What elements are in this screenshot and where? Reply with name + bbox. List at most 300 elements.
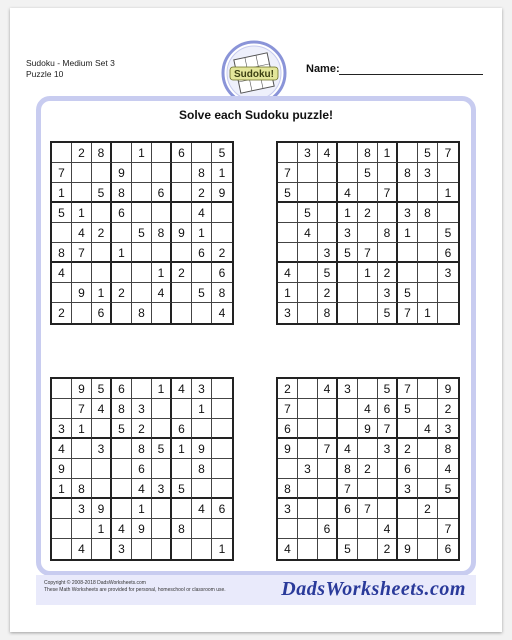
sudoku-cell[interactable]: 7 (358, 499, 378, 519)
sudoku-cell[interactable]: 4 (152, 283, 172, 303)
sudoku-cell[interactable] (298, 303, 318, 323)
sudoku-cell[interactable]: 1 (338, 203, 358, 223)
sudoku-cell[interactable]: 3 (418, 163, 438, 183)
sudoku-cell[interactable] (438, 283, 458, 303)
sudoku-cell[interactable]: 7 (438, 519, 458, 539)
sudoku-cell[interactable]: 8 (92, 143, 112, 163)
sudoku-cell[interactable] (438, 163, 458, 183)
sudoku-cell[interactable] (318, 163, 338, 183)
sudoku-cell[interactable] (152, 499, 172, 519)
sudoku-cell[interactable] (298, 419, 318, 439)
sudoku-cell[interactable]: 2 (112, 283, 132, 303)
sudoku-cell[interactable] (192, 263, 212, 283)
sudoku-cell[interactable]: 8 (172, 519, 192, 539)
sudoku-cell[interactable] (398, 519, 418, 539)
sudoku-cell[interactable] (378, 479, 398, 499)
sudoku-cell[interactable] (152, 419, 172, 439)
sudoku-cell[interactable]: 2 (192, 183, 212, 203)
sudoku-cell[interactable] (298, 519, 318, 539)
sudoku-cell[interactable] (52, 539, 72, 559)
sudoku-cell[interactable]: 6 (398, 459, 418, 479)
sudoku-cell[interactable] (418, 283, 438, 303)
sudoku-cell[interactable]: 5 (298, 203, 318, 223)
sudoku-cell[interactable]: 1 (72, 419, 92, 439)
sudoku-cell[interactable] (92, 263, 112, 283)
sudoku-cell[interactable] (318, 203, 338, 223)
sudoku-cell[interactable]: 5 (92, 183, 112, 203)
sudoku-cell[interactable] (132, 539, 152, 559)
sudoku-cell[interactable] (298, 283, 318, 303)
sudoku-cell[interactable] (298, 479, 318, 499)
sudoku-cell[interactable]: 7 (72, 399, 92, 419)
sudoku-cell[interactable] (172, 243, 192, 263)
sudoku-cell[interactable]: 2 (358, 203, 378, 223)
sudoku-cell[interactable]: 5 (358, 163, 378, 183)
sudoku-cell[interactable] (172, 283, 192, 303)
sudoku-cell[interactable] (212, 519, 232, 539)
sudoku-cell[interactable]: 9 (438, 379, 458, 399)
sudoku-cell[interactable] (418, 183, 438, 203)
sudoku-cell[interactable] (212, 379, 232, 399)
sudoku-cell[interactable]: 1 (52, 479, 72, 499)
sudoku-cell[interactable]: 4 (52, 439, 72, 459)
sudoku-cell[interactable]: 8 (358, 143, 378, 163)
sudoku-cell[interactable] (212, 439, 232, 459)
sudoku-cell[interactable]: 1 (152, 263, 172, 283)
sudoku-cell[interactable]: 8 (192, 459, 212, 479)
sudoku-cell[interactable] (358, 519, 378, 539)
sudoku-cell[interactable] (112, 303, 132, 323)
sudoku-cell[interactable]: 7 (278, 399, 298, 419)
sudoku-cell[interactable] (358, 183, 378, 203)
sudoku-cell[interactable]: 4 (192, 203, 212, 223)
sudoku-cell[interactable]: 4 (172, 379, 192, 399)
sudoku-cell[interactable] (418, 519, 438, 539)
sudoku-cell[interactable]: 4 (438, 459, 458, 479)
sudoku-cell[interactable] (112, 143, 132, 163)
sudoku-cell[interactable] (338, 163, 358, 183)
sudoku-cell[interactable] (172, 399, 192, 419)
sudoku-cell[interactable] (418, 439, 438, 459)
sudoku-cell[interactable]: 6 (278, 419, 298, 439)
sudoku-cell[interactable] (418, 479, 438, 499)
sudoku-cell[interactable] (52, 143, 72, 163)
sudoku-cell[interactable]: 3 (152, 479, 172, 499)
sudoku-cell[interactable]: 2 (278, 379, 298, 399)
sudoku-cell[interactable] (398, 263, 418, 283)
sudoku-cell[interactable]: 8 (418, 203, 438, 223)
sudoku-cell[interactable]: 4 (338, 439, 358, 459)
sudoku-cell[interactable]: 5 (192, 283, 212, 303)
sudoku-cell[interactable]: 4 (298, 223, 318, 243)
sudoku-cell[interactable]: 3 (92, 439, 112, 459)
sudoku-cell[interactable]: 1 (358, 263, 378, 283)
sudoku-cell[interactable]: 5 (152, 439, 172, 459)
sudoku-cell[interactable]: 2 (172, 263, 192, 283)
sudoku-cell[interactable]: 4 (72, 223, 92, 243)
sudoku-cell[interactable]: 8 (212, 283, 232, 303)
sudoku-cell[interactable] (72, 263, 92, 283)
sudoku-cell[interactable] (278, 519, 298, 539)
sudoku-cell[interactable]: 1 (92, 519, 112, 539)
sudoku-cell[interactable] (192, 539, 212, 559)
sudoku-cell[interactable]: 5 (378, 303, 398, 323)
sudoku-cell[interactable] (132, 163, 152, 183)
sudoku-cell[interactable] (318, 539, 338, 559)
sudoku-cell[interactable] (192, 419, 212, 439)
sudoku-cell[interactable] (338, 303, 358, 323)
sudoku-cell[interactable] (52, 519, 72, 539)
sudoku-cell[interactable]: 3 (278, 499, 298, 519)
sudoku-cell[interactable]: 3 (378, 439, 398, 459)
sudoku-cell[interactable]: 6 (172, 143, 192, 163)
sudoku-cell[interactable]: 6 (152, 183, 172, 203)
sudoku-cell[interactable] (398, 243, 418, 263)
sudoku-cell[interactable]: 3 (72, 499, 92, 519)
sudoku-cell[interactable] (212, 479, 232, 499)
sudoku-cell[interactable] (172, 183, 192, 203)
sudoku-cell[interactable]: 8 (152, 223, 172, 243)
sudoku-cell[interactable]: 4 (418, 419, 438, 439)
sudoku-cell[interactable]: 4 (52, 263, 72, 283)
sudoku-cell[interactable] (318, 223, 338, 243)
sudoku-cell[interactable]: 7 (278, 163, 298, 183)
sudoku-cell[interactable]: 1 (398, 223, 418, 243)
sudoku-cell[interactable] (298, 163, 318, 183)
sudoku-cell[interactable] (112, 223, 132, 243)
sudoku-cell[interactable]: 5 (132, 223, 152, 243)
sudoku-cell[interactable]: 6 (318, 519, 338, 539)
sudoku-cell[interactable] (112, 263, 132, 283)
sudoku-cell[interactable] (278, 223, 298, 243)
sudoku-cell[interactable] (112, 499, 132, 519)
sudoku-cell[interactable]: 8 (72, 479, 92, 499)
sudoku-cell[interactable]: 7 (398, 303, 418, 323)
sudoku-cell[interactable]: 9 (172, 223, 192, 243)
sudoku-cell[interactable] (152, 243, 172, 263)
sudoku-cell[interactable]: 9 (112, 163, 132, 183)
sudoku-cell[interactable]: 3 (298, 459, 318, 479)
sudoku-cell[interactable] (92, 243, 112, 263)
sudoku-cell[interactable]: 6 (212, 263, 232, 283)
sudoku-cell[interactable]: 5 (92, 379, 112, 399)
sudoku-cell[interactable] (152, 143, 172, 163)
sudoku-cell[interactable]: 5 (338, 243, 358, 263)
sudoku-cell[interactable]: 4 (112, 519, 132, 539)
sudoku-cell[interactable]: 8 (278, 479, 298, 499)
sudoku-cell[interactable]: 2 (418, 499, 438, 519)
sudoku-cell[interactable]: 6 (438, 243, 458, 263)
sudoku-cell[interactable]: 8 (112, 399, 132, 419)
sudoku-cell[interactable]: 7 (338, 479, 358, 499)
sudoku-cell[interactable] (278, 459, 298, 479)
sudoku-cell[interactable] (152, 519, 172, 539)
sudoku-cell[interactable] (358, 303, 378, 323)
sudoku-cell[interactable]: 7 (52, 163, 72, 183)
sudoku-cell[interactable]: 3 (278, 303, 298, 323)
sudoku-cell[interactable] (298, 539, 318, 559)
sudoku-cell[interactable]: 4 (358, 399, 378, 419)
sudoku-cell[interactable]: 6 (92, 303, 112, 323)
sudoku-cell[interactable] (338, 419, 358, 439)
sudoku-cell[interactable] (338, 519, 358, 539)
sudoku-cell[interactable] (418, 223, 438, 243)
sudoku-cell[interactable] (152, 399, 172, 419)
sudoku-cell[interactable]: 8 (438, 439, 458, 459)
sudoku-cell[interactable] (92, 163, 112, 183)
sudoku-cell[interactable]: 1 (192, 399, 212, 419)
sudoku-cell[interactable]: 8 (112, 183, 132, 203)
sudoku-cell[interactable]: 3 (338, 379, 358, 399)
sudoku-cell[interactable]: 9 (398, 539, 418, 559)
sudoku-cell[interactable]: 1 (72, 203, 92, 223)
sudoku-cell[interactable]: 1 (132, 499, 152, 519)
sudoku-cell[interactable] (172, 539, 192, 559)
sudoku-cell[interactable] (152, 459, 172, 479)
sudoku-cell[interactable]: 7 (318, 439, 338, 459)
sudoku-cell[interactable]: 8 (318, 303, 338, 323)
sudoku-cell[interactable]: 7 (398, 379, 418, 399)
sudoku-cell[interactable]: 3 (298, 143, 318, 163)
sudoku-cell[interactable] (92, 479, 112, 499)
sudoku-cell[interactable]: 7 (378, 419, 398, 439)
sudoku-cell[interactable]: 5 (318, 263, 338, 283)
sudoku-cell[interactable]: 2 (52, 303, 72, 323)
sudoku-cell[interactable] (358, 439, 378, 459)
sudoku-cell[interactable] (278, 203, 298, 223)
sudoku-cell[interactable] (298, 399, 318, 419)
sudoku-cell[interactable]: 4 (218, 306, 226, 320)
sudoku-cell[interactable]: 4 (318, 143, 338, 163)
sudoku-cell[interactable] (298, 263, 318, 283)
sudoku-cell[interactable]: 8 (132, 303, 152, 323)
sudoku-cell[interactable]: 6 (112, 203, 132, 223)
sudoku-cell[interactable] (318, 499, 338, 519)
sudoku-cell[interactable] (398, 183, 418, 203)
sudoku-cell[interactable] (278, 243, 298, 263)
sudoku-cell[interactable] (418, 399, 438, 419)
sudoku-cell[interactable]: 3 (318, 243, 338, 263)
sudoku-cell[interactable] (278, 143, 298, 163)
sudoku-cell[interactable]: 5 (438, 479, 458, 499)
sudoku-cell[interactable]: 8 (378, 223, 398, 243)
sudoku-cell[interactable] (358, 479, 378, 499)
sudoku-cell[interactable] (132, 379, 152, 399)
sudoku-cell[interactable] (298, 379, 318, 399)
sudoku-cell[interactable] (132, 243, 152, 263)
sudoku-cell[interactable]: 5 (112, 419, 132, 439)
sudoku-cell[interactable]: 1 (172, 439, 192, 459)
sudoku-cell[interactable]: 5 (398, 399, 418, 419)
sudoku-cell[interactable]: 1 (192, 223, 212, 243)
sudoku-cell[interactable] (378, 203, 398, 223)
sudoku-cell[interactable] (132, 283, 152, 303)
sudoku-cell[interactable] (418, 459, 438, 479)
sudoku-cell[interactable]: 2 (212, 243, 232, 263)
sudoku-cell[interactable]: 8 (192, 163, 212, 183)
sudoku-cell[interactable]: 8 (398, 163, 418, 183)
sudoku-cell[interactable]: 5 (338, 539, 358, 559)
sudoku-cell[interactable] (72, 519, 92, 539)
sudoku-cell[interactable] (358, 379, 378, 399)
sudoku-cell[interactable]: 1 (378, 143, 398, 163)
sudoku-cell[interactable] (152, 203, 172, 223)
sudoku-cell[interactable] (132, 183, 152, 203)
sudoku-cell[interactable]: 3 (132, 399, 152, 419)
sudoku-cell[interactable] (52, 283, 72, 303)
sudoku-cell[interactable] (112, 459, 132, 479)
sudoku-cell[interactable] (212, 399, 232, 419)
sudoku-cell[interactable] (192, 303, 212, 323)
sudoku-cell[interactable] (172, 499, 192, 519)
sudoku-cell[interactable] (92, 539, 112, 559)
sudoku-cell[interactable]: 2 (378, 263, 398, 283)
sudoku-cell[interactable] (72, 303, 92, 323)
sudoku-cell[interactable]: 6 (444, 542, 452, 556)
sudoku-cell[interactable]: 6 (378, 399, 398, 419)
sudoku-cell[interactable]: 2 (132, 419, 152, 439)
sudoku-cell[interactable] (318, 479, 338, 499)
sudoku-cell[interactable] (378, 163, 398, 183)
sudoku-cell[interactable]: 5 (278, 183, 298, 203)
sudoku-cell[interactable]: 9 (192, 439, 212, 459)
sudoku-cell[interactable] (72, 439, 92, 459)
sudoku-cell[interactable]: 4 (278, 539, 298, 559)
sudoku-cell[interactable]: 1 (418, 303, 438, 323)
sudoku-cell[interactable]: 1 (92, 283, 112, 303)
sudoku-cell[interactable]: 6 (192, 243, 212, 263)
sudoku-cell[interactable] (358, 223, 378, 243)
sudoku-cell[interactable]: 2 (318, 283, 338, 303)
sudoku-cell[interactable] (112, 479, 132, 499)
sudoku-cell[interactable]: 4 (278, 263, 298, 283)
sudoku-cell[interactable] (212, 203, 232, 223)
sudoku-cell[interactable]: 3 (112, 539, 132, 559)
sudoku-cell[interactable] (152, 303, 172, 323)
sudoku-cell[interactable]: 4 (72, 539, 92, 559)
sudoku-cell[interactable]: 5 (438, 223, 458, 243)
sudoku-cell[interactable]: 3 (398, 479, 418, 499)
sudoku-cell[interactable]: 2 (398, 439, 418, 459)
sudoku-cell[interactable]: 9 (132, 519, 152, 539)
sudoku-cell[interactable] (132, 203, 152, 223)
sudoku-cell[interactable]: 1 (132, 143, 152, 163)
sudoku-cell[interactable]: 1 (438, 183, 458, 203)
sudoku-cell[interactable] (398, 143, 418, 163)
sudoku-cell[interactable]: 4 (192, 499, 212, 519)
sudoku-cell[interactable]: 3 (398, 203, 418, 223)
sudoku-cell[interactable] (92, 203, 112, 223)
sudoku-cell[interactable]: 6 (112, 379, 132, 399)
sudoku-cell[interactable]: 6 (338, 499, 358, 519)
sudoku-cell[interactable] (338, 283, 358, 303)
sudoku-cell[interactable] (212, 223, 232, 243)
sudoku-cell[interactable] (52, 379, 72, 399)
sudoku-cell[interactable]: 5 (378, 379, 398, 399)
sudoku-cell[interactable]: 2 (378, 539, 398, 559)
sudoku-cell[interactable] (192, 519, 212, 539)
sudoku-cell[interactable] (152, 163, 172, 183)
sudoku-cell[interactable]: 7 (378, 183, 398, 203)
sudoku-cell[interactable] (172, 303, 192, 323)
sudoku-cell[interactable] (172, 459, 192, 479)
sudoku-cell[interactable] (318, 459, 338, 479)
sudoku-cell[interactable]: 3 (52, 419, 72, 439)
sudoku-cell[interactable] (298, 243, 318, 263)
sudoku-cell[interactable] (318, 399, 338, 419)
sudoku-cell[interactable]: 5 (418, 143, 438, 163)
sudoku-cell[interactable] (52, 499, 72, 519)
sudoku-cell[interactable]: 9 (72, 379, 92, 399)
sudoku-cell[interactable] (378, 243, 398, 263)
sudoku-cell[interactable] (378, 459, 398, 479)
sudoku-cell[interactable] (52, 223, 72, 243)
sudoku-cell[interactable] (338, 263, 358, 283)
sudoku-cell[interactable] (152, 539, 172, 559)
sudoku-cell[interactable]: 3 (438, 263, 458, 283)
sudoku-cell[interactable] (192, 143, 212, 163)
sudoku-cell[interactable]: 6 (172, 419, 192, 439)
sudoku-cell[interactable] (212, 459, 232, 479)
sudoku-cell[interactable]: 4 (378, 519, 398, 539)
sudoku-cell[interactable]: 3 (378, 283, 398, 303)
sudoku-cell[interactable]: 5 (172, 479, 192, 499)
sudoku-cell[interactable] (72, 459, 92, 479)
sudoku-cell[interactable] (358, 539, 378, 559)
sudoku-cell[interactable] (438, 499, 458, 519)
sudoku-cell[interactable] (318, 183, 338, 203)
sudoku-cell[interactable]: 8 (338, 459, 358, 479)
sudoku-cell[interactable] (418, 243, 438, 263)
sudoku-cell[interactable] (338, 399, 358, 419)
sudoku-cell[interactable]: 3 (338, 223, 358, 243)
sudoku-cell[interactable]: 2 (438, 399, 458, 419)
sudoku-cell[interactable] (338, 143, 358, 163)
sudoku-cell[interactable] (112, 439, 132, 459)
sudoku-cell[interactable]: 2 (358, 459, 378, 479)
sudoku-cell[interactable] (92, 419, 112, 439)
sudoku-cell[interactable]: 9 (358, 419, 378, 439)
sudoku-cell[interactable]: 6 (212, 499, 232, 519)
sudoku-cell[interactable]: 9 (52, 459, 72, 479)
sudoku-cell[interactable] (398, 419, 418, 439)
sudoku-cell[interactable]: 1 (218, 542, 226, 556)
name-input-line[interactable] (339, 74, 483, 75)
sudoku-cell[interactable] (298, 439, 318, 459)
sudoku-cell[interactable]: 4 (132, 479, 152, 499)
sudoku-cell[interactable] (192, 479, 212, 499)
sudoku-cell[interactable] (438, 203, 458, 223)
sudoku-cell[interactable] (298, 183, 318, 203)
sudoku-cell[interactable] (358, 283, 378, 303)
sudoku-cell[interactable]: 3 (438, 419, 458, 439)
sudoku-cell[interactable]: 1 (278, 283, 298, 303)
sudoku-cell[interactable]: 9 (212, 183, 232, 203)
sudoku-cell[interactable] (172, 163, 192, 183)
sudoku-cell[interactable]: 3 (192, 379, 212, 399)
sudoku-cell[interactable] (438, 303, 458, 323)
sudoku-cell[interactable]: 9 (72, 283, 92, 303)
sudoku-cell[interactable] (172, 203, 192, 223)
sudoku-cell[interactable]: 4 (338, 183, 358, 203)
sudoku-cell[interactable]: 1 (52, 183, 72, 203)
sudoku-cell[interactable]: 8 (132, 439, 152, 459)
sudoku-cell[interactable]: 7 (438, 143, 458, 163)
sudoku-cell[interactable] (72, 163, 92, 183)
sudoku-cell[interactable] (72, 183, 92, 203)
sudoku-cell[interactable] (212, 419, 232, 439)
sudoku-cell[interactable]: 1 (112, 243, 132, 263)
